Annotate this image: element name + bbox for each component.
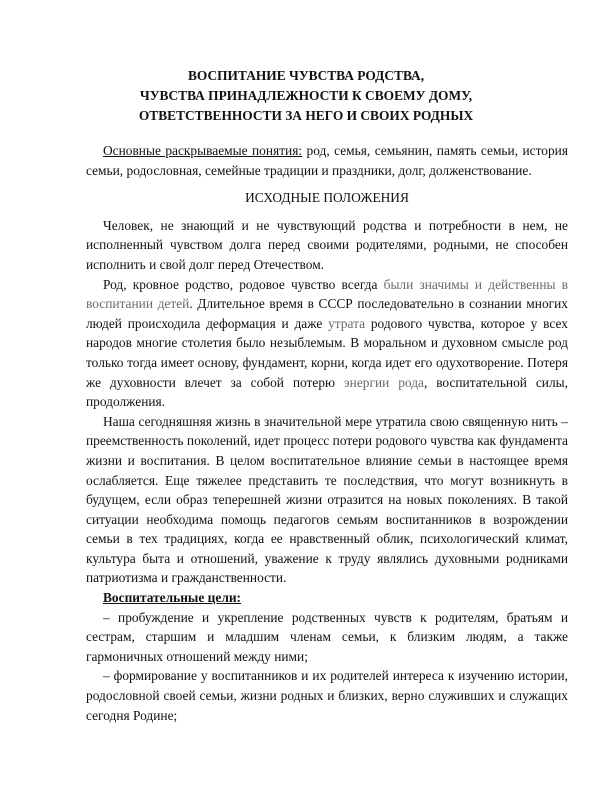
goals-heading: Воспитательные цели: (103, 590, 242, 606)
paragraph-2-text-g: , воспитательной силы, продолжения. (86, 374, 568, 410)
paragraph-1: Человек, не знающий и не чувствующий родства и потребности в нем, не исполненный чувством долга перед своими родителями, родными, не способен исполнить и свой долг перед Отечеством. (86, 217, 568, 272)
title-line-2: ЧУВСТВА ПРИНАДЛЕЖНОСТИ К СВОЕМУ ДОМУ, (139, 88, 473, 103)
paragraph-2 (86, 275, 568, 412)
concepts-paragraph (86, 141, 568, 180)
document-title (0, 66, 612, 126)
title-line-3: ОТВЕТСТВЕННОСТИ ЗА НЕГО И СВОИХ РОДНЫХ (138, 108, 474, 123)
section-heading: ИСХОДНЫЕ ПОЛОЖЕНИЯ (245, 190, 409, 206)
title-line-1: ВОСПИТАНИЕ ЧУВСТВА РОДСТВА, (187, 68, 425, 83)
goal-item-2: – формирование у воспитанников и их родителей интереса к изучению истории, родословной своей семьи, жизни родных и близких, верно служивших и служащих сегодня Родине; (86, 668, 568, 723)
document-body (86, 141, 568, 725)
paragraph-2-highlight-1: были значимы и действенны в воспитании детей (86, 276, 568, 312)
paragraph-2-highlight-2: утрата (328, 315, 366, 331)
paragraph-2-text-e: родового чувства, которое у всех народов многие столетия было незыблемым. В моральном и духовном смысле род только тогда имеет основу, фундамент, корни, когда идет его одухотворение. Потеря же духовности влечет за собой потерю (86, 315, 568, 390)
concepts-text: род, семья, семьянин, память семьи, история семьи, родословная, семейные традиции и праздники, долг, долженствование. (86, 143, 568, 178)
paragraph-2-text-a: Род, кровное родство, родовое чувство всегда (103, 276, 384, 292)
concepts-label: Основные раскрываемые понятия: (103, 143, 303, 158)
paragraph-2-highlight-3: энергии рода (343, 374, 424, 390)
goal-item-1: – пробуждение и укрепление родственных чувств к родителям, братьям и сестрам, старшим и младшим членам семьи, к близким людям, а также гармоничных отношений между ними; (86, 609, 568, 664)
paragraph-3: Наша сегодняшняя жизнь в значительной мере утратила свою священную нить – преемственность поколений, идет процесс потери родового чувства как фундамента жизни и воспитания. В целом воспитательное влияние семьи в настоящее время ослабляется. Еще тяжелее представить те последствия, что могут возникнуть в будущем, если образ теперешней жизни отразится на новых поколениях. В такой ситуации необходима помощь педагогов семьям воспитанников в возрождении семьи в тех традициях, когда ее нравственный облик, психологический климат, культура быта и отношений, уважение к труду являлись духовными родниками патриотизма и гражданственности. (86, 413, 568, 586)
paragraph-2-text-c: . Длительное время в СССР последовательно в сознании многих людей происходила деформация и даже (86, 296, 568, 331)
